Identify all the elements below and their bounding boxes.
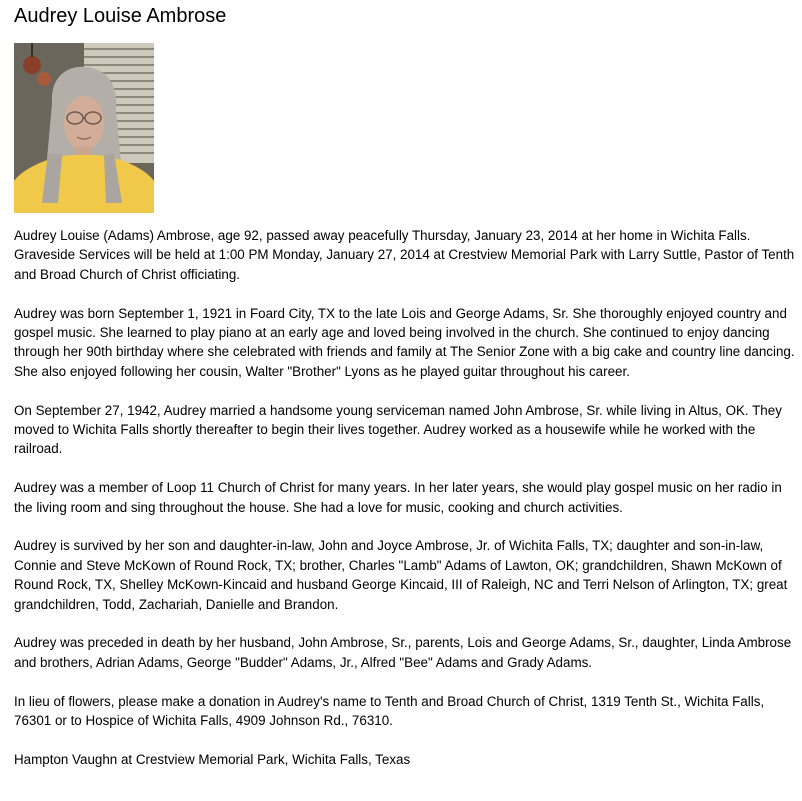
portrait-photo-icon <box>14 43 154 213</box>
paragraph-funeral-home: Hampton Vaughn at Crestview Memorial Park, Wichita Falls, Texas <box>14 751 411 767</box>
paragraph-preceded: Audrey was preceded in death by her husband, John Ambrose, Sr., parents, Lois and George Adams, Sr., daughter, Linda Ambrose and brothers, Adrian Adams, George "Budder" Adams, Jr., Alfred "Bee" Adams and Grady Adams. <box>14 635 792 670</box>
paragraph-early-life: Audrey was born September 1, 1921 in Foard City, TX to the late Lois and George Adams, Sr. She thoroughly enjoyed country and gospel music. She learned to play piano at an early age and loved being involved in the church. She continued to enjoy dancing through her 90th birthday where she celebrated with friends and family at The Senior Zone with a big cake and country line dancing. She also enjoyed following her cousin, Walter "Brother" Lyons as he played guitar throughout his career. <box>14 305 795 379</box>
paragraph-survivors: Audrey is survived by her son and daughter-in-law, John and Joyce Ambrose, Jr. of Wichita Falls, TX; daughter and son-in-law, Connie and Steve McKown of Round Rock, TX; brother, Charles "Lamb" Adams of Lawton, OK; grandchildren, Shawn McKown of Round Rock, TX, Shelley McKown-Kincaid and husband George Kincaid, III of Raleigh, NC and Terri Nelson of Arlington, TX; great grandchildren, Todd, Zachariah, Danielle and Brandon. <box>14 538 788 612</box>
paragraph-announcement: Audrey Louise (Adams) Ambrose, age 92, passed away peacefully Thursday, January 23, 2014 at her home in Wichita Falls. Graveside Services will be held at 1:00 PM Monday, January 27, 2014 at Crestview Memorial Park with Larry Suttle, Pastor of Tenth and Broad Church of Christ officiating. <box>14 228 795 282</box>
page-title: Audrey Louise Ambrose <box>14 5 227 27</box>
paragraph-marriage: On September 27, 1942, Audrey married a handsome young serviceman named John Ambrose, Sr. while living in Altus, OK. They moved to Wichita Falls shortly thereafter to begin their lives together. Audrey worked as a housewife while he worked with the railroad. <box>14 402 782 457</box>
portrait-photo <box>14 43 154 213</box>
paragraph-church: Audrey was a member of Loop 11 Church of Christ for many years. In her later years, she would play gospel music on her radio in the living room and sing throughout the house. She had a love for music, cooking and church activities. <box>14 480 782 515</box>
paragraph-donations: In lieu of flowers, please make a donation in Audrey's name to Tenth and Broad Church of Christ, 1319 Tenth St., Wichita Falls, 76301 or to Hospice of Wichita Falls, 4909 Johnson Rd., 76310. <box>14 693 765 729</box>
obituary-body <box>14 226 796 789</box>
